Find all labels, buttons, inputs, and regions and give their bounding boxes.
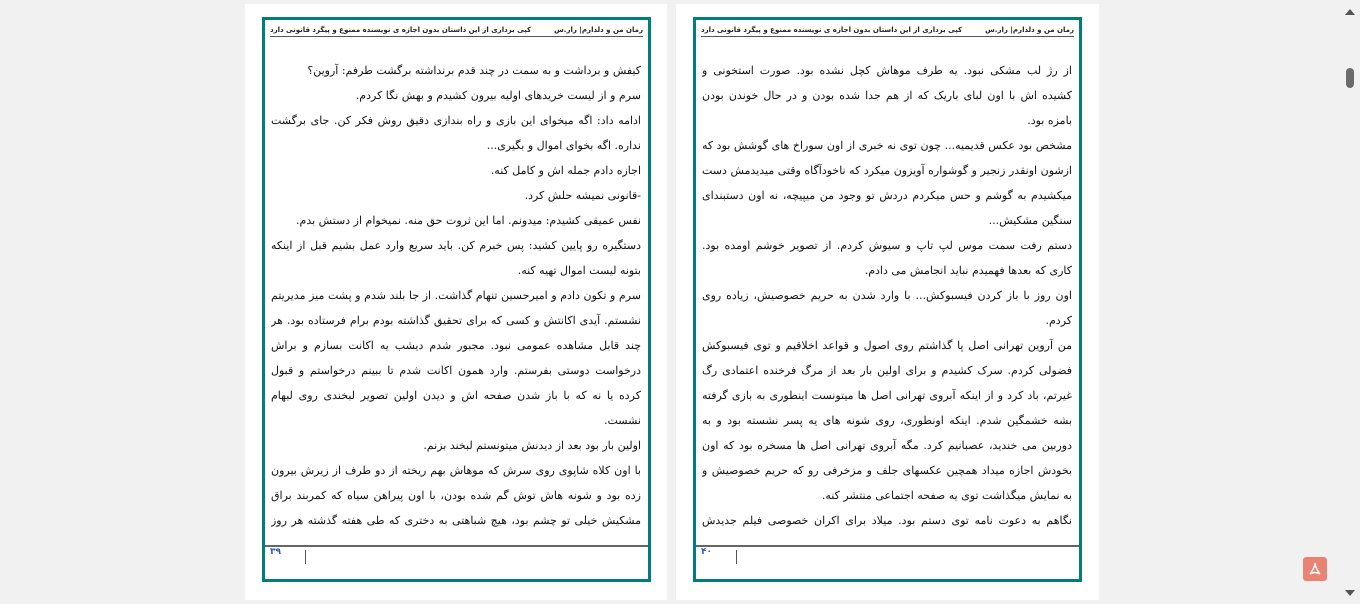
chevron-up-icon[interactable] — [1345, 9, 1355, 15]
paragraph: اون روز با باز کردن فیسبوکش... با وارد شدن به حریم خصوصیش، زیاده روی کردم. — [702, 289, 1072, 327]
page-number: ۴۰ — [701, 547, 712, 557]
pdf-glyph-icon — [1307, 561, 1323, 577]
footer-divider — [305, 550, 306, 564]
page-header-title: رمان من و دلدارم| رار.س — [985, 26, 1074, 34]
page-header-notice: کپی برداری از این داستان بدون اجازه ی نویسنده ممنوع و پیگرد قانونی دارد — [270, 26, 532, 34]
page-header-title: رمان من و دلدارم| رار.س — [554, 26, 643, 34]
paragraph: سرم و از لیست خریدهای اولیه بیرون کشیدم و بهش نگا کردم. — [355, 89, 641, 102]
paragraph: دستم رفت سمت موس لپ تاپ و سیوش کردم. از تصویر خوشم اومده بود. کاری که بعدها فهمیدم نباید انجامش می دادم. — [702, 239, 1072, 277]
page-footer — [265, 545, 648, 567]
page-number: ۳۹ — [270, 547, 281, 557]
pdf-icon[interactable] — [1303, 557, 1327, 581]
paragraph: دستگیره رو پایین کشید: پس خبرم کن. باید سریع وارد عمل بشیم قبل از اینکه بتونه لیست اموال تهیه کنه. — [271, 239, 641, 277]
paragraph: نفس عمیقی کشیدم: میدونم. اما این ثروت حق منه. نمیخوام از دستش بدم. — [296, 214, 641, 227]
vertical-scrollbar[interactable] — [1341, 0, 1360, 604]
paragraph: اولین بار بود بعد از دیدنش میتونستم لبخند بزنم. — [423, 439, 641, 452]
paragraph: -قانونی نمیشه حلش کرد. — [524, 189, 641, 202]
paragraph: سرم و تکون دادم و امیرحسین تنهام گذاشت. از جا بلند شدم و پشت میز مدیریتم نشستم. آیدی اکانتش و کسی که برای تحقیق گذاشته بودم برام فرستاده بود. هر چند قابل مشاهده عمومی نبود. مجبور شدم دیشب یه اکانت بسازم و براش درخواست دوستی بفرستم. وارد همون اکانت شدم تا ببینم درخواستم و قبول کرده یا نه که با باز شدن صفحه اش و دیدن اولین تصویر لبخندی روی لبهام نشست. — [271, 289, 641, 427]
scrollbar-thumb[interactable] — [1346, 68, 1354, 88]
paragraph: از رژ لب مشکی نبود. یه طرف موهاش کچل نشده بود. صورت استخونی و کشیده اش با اون لبای باریک که از هم جدا شده بودن و در حال خوندن بودن بامزه بود. — [702, 64, 1072, 127]
footer-divider — [736, 550, 737, 564]
paragraph: نگاهم به دعوت نامه توی دستم بود. میلاد برای اکران خصوصی فیلم جدیدش — [702, 514, 1072, 527]
paragraph: با اون کلاه شاپوی روی سرش که موهاش بهم ریخته از دو طرف از زیرش بیرون زده بود و شونه هاش توش گم شده بودن، با اون پیراهن سیاه که کمربند براق مشکیش خیلی تو چشم بود، هیچ شباهتی به دختری که طی هفته گذشته هر روز — [271, 464, 641, 527]
page-frame-right — [693, 17, 1082, 582]
chevron-down-icon[interactable] — [1345, 590, 1355, 596]
page-header-notice: کپی برداری از این داستان بدون اجازه ی نویسنده ممنوع و پیگرد قانونی دارد — [701, 26, 963, 34]
paragraph: اجازه دادم جمله اش و کامل کنه. — [490, 164, 641, 177]
page-body — [271, 58, 641, 534]
page-footer — [696, 545, 1079, 567]
page-frame-left — [262, 17, 651, 582]
page-header — [701, 24, 1074, 37]
paragraph: مشخص بود عکس قدیمیه... چون توی نه خبری از اون سوراخ های گوشش بود که ازشون اونقدر زنجیر و گوشواره آویزون میکرد که ناخودآگاه وقتی میدیدمش دست میکشیدم به گوشم و حس میکردم دردش تو وجود من میپیچه، نه اون دستبندای سنگین مشکیش... — [702, 139, 1072, 227]
page-header — [270, 24, 643, 37]
paragraph: من آروین تهرانی اصل پا گذاشتم روی اصول و قواعد اخلاقیم و توی فیسبوکش فضولی کردم. سرک کشیدم و برای اولین بار بعد از مرگ فرخنده اعتمادی رگ غیرتم، باد کرد و از اینکه آبروی تهرانی اصل ها میتونست اینطوری به بازی گرفته بشه خشمگین شدم. اینکه اونطوری، روی شونه های یه پسر نشسته بود و به دوربین می خندید، عصبانیم کرد. مگه آبروی تهرانی اصل ها مسخره بود که اون بخودش اجازه میداد همچین عکسهای جلف و مزخرفی رو که حریم خصوصیش و به نمایش میگذاشت توی یه صفحه اجتماعی منتشر کنه. — [702, 339, 1072, 502]
page-body — [702, 58, 1072, 534]
paragraph: کیفش و برداشت و به سمت در چند قدم برنداشته برگشت طرفم: آروین؟ — [307, 64, 641, 77]
paragraph: ادامه داد: اگه میخوای این بازی و راه بندازی دقیق روش فکر کن. جای برگشت نداره. اگه بخوای اموال و بگیری... — [271, 114, 641, 152]
